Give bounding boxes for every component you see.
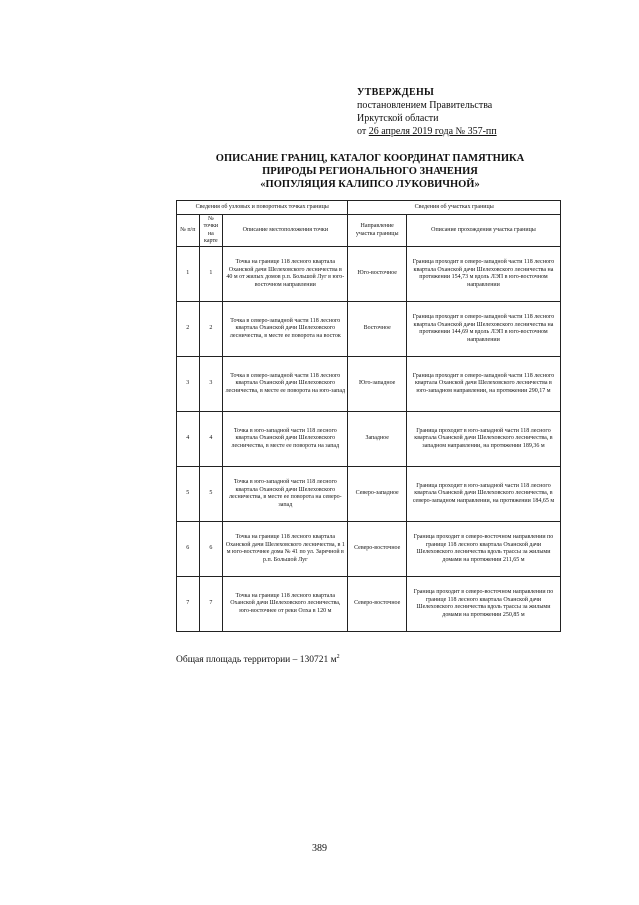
cell-num: 4 (177, 412, 200, 467)
header-map-point: № точки на карте (199, 215, 223, 247)
boundary-table (176, 200, 561, 632)
cell-map-point: 1 (199, 247, 223, 302)
cell-point-description: Точка в юго-западной части 118 лесного квартала Оханской дачи Шелеховского лесничества, в месте ее поворота на запад (223, 412, 348, 467)
cell-part-description: Граница проходит в юго-западной части 118 лесного квартала Оханской дачи Шелеховского лесничества, в западном направлении, на протяжении 189,36 м (406, 412, 560, 467)
cell-part-description: Граница проходит в северо-восточном направлении по границе 118 лесного квартала Оханской дачи Шелеховского лесничества вдоль трассы за жилыми домами на протяжении 250,85 м (406, 577, 560, 632)
area-unit-superscript: 2 (336, 654, 340, 660)
cell-num: 2 (177, 302, 200, 357)
header-direction: Направление участка границы (348, 215, 407, 247)
total-area-text: Общая площадь территории – 130721 м (176, 655, 337, 666)
table-header-row (177, 215, 561, 247)
cell-direction: Юго-западное (348, 357, 407, 412)
cell-part-description: Граница проходит в северо-западной части 118 лесного квартала Оханской дачи Шелеховского лесничества в юго-западном направлении, на протяжении 290,17 м (406, 357, 560, 412)
table-row (177, 412, 561, 467)
approval-line-3: Иркутской области (357, 113, 439, 124)
cell-part-description: Граница проходит в юго-западной части 118 лесного квартала Оханской дачи Шелеховского лесничества, в северо-западном направлении, на протяжении 184,65 м (406, 467, 560, 522)
cell-map-point: 7 (199, 577, 223, 632)
table-row (177, 302, 561, 357)
table-row (177, 247, 561, 302)
table-row (177, 577, 561, 632)
approval-date-line (357, 125, 497, 138)
cell-part-description: Граница проходит в северо-восточном направлении по границе 118 лесного квартала Оханской дачи Шелеховского лесничества вдоль трассы за жилыми домами на протяжении 211,65 м (406, 522, 560, 577)
cell-num: 1 (177, 247, 200, 302)
approval-prefix: от (357, 126, 369, 137)
header-points-group: Сведения об узловых и поворотных точках границы (177, 201, 348, 215)
cell-map-point: 2 (199, 302, 223, 357)
cell-part-description: Граница проходит в северо-западной части 118 лесного квартала Оханской дачи Шелеховского лесничества на протяжении 144,69 м вдоль ЛЭП в юго-восточном направлении (406, 302, 560, 357)
cell-point-description: Точка в северо-западной части 118 лесного квартала Оханской дачи Шелеховского лесничества, в месте ее поворота на восток (223, 302, 348, 357)
title-line-3: «ПОПУЛЯЦИЯ КАЛИПСО ЛУКОВИЧНОЙ» (260, 179, 480, 190)
cell-map-point: 3 (199, 357, 223, 412)
title-line-1: ОПИСАНИЕ ГРАНИЦ, КАТАЛОГ КООРДИНАТ ПАМЯТНИКА (215, 153, 525, 164)
table-row (177, 467, 561, 522)
cell-direction: Юго-восточное (348, 247, 407, 302)
header-point-description: Описание местоположения точки (223, 215, 348, 247)
cell-map-point: 5 (199, 467, 223, 522)
cell-direction: Северо-восточное (348, 522, 407, 577)
document-title (170, 152, 570, 191)
table-group-header-row (177, 201, 561, 215)
table-body (177, 247, 561, 632)
cell-point-description: Точка в северо-западной части 118 лесного квартала Оханской дачи Шелеховского лесничества, в месте ее поворота на юго-запад (223, 357, 348, 412)
title-line-2: ПРИРОДЫ РЕГИОНАЛЬНОГО ЗНАЧЕНИЯ (262, 166, 478, 177)
total-area (176, 654, 340, 665)
cell-point-description: Точка на границе 118 лесного квартала Оханской дачи Шелеховского лесничества, юго-восточнее от реки Олха в 120 м (223, 577, 348, 632)
header-num: № п/п (177, 215, 200, 247)
cell-direction: Северо-западное (348, 467, 407, 522)
cell-map-point: 6 (199, 522, 223, 577)
cell-num: 5 (177, 467, 200, 522)
cell-point-description: Точка на границе 118 лесного квартала Оханской дачи Шелеховского лесничества в 40 м от жилых домов р.п. Большой Луг в юго-восточном направлении (223, 247, 348, 302)
cell-direction: Северо-восточное (348, 577, 407, 632)
header-parts-group: Сведения об участках границы (348, 201, 561, 215)
approval-date-number: 26 апреля 2019 года № 357-пп (368, 126, 497, 137)
header-part-description: Описание прохождения участка границы (406, 215, 560, 247)
cell-point-description: Точка в юго-западной части 118 лесного квартала Оханской дачи Шелеховского лесничества, в месте ее поворота на северо-запад (223, 467, 348, 522)
cell-num: 3 (177, 357, 200, 412)
cell-direction: Западное (348, 412, 407, 467)
cell-part-description: Граница проходит в северо-западной части 118 лесного квартала Оханской дачи Шелеховского лесничества на протяжении 154,73 м вдоль ЛЭП в юго-восточном направлении (406, 247, 560, 302)
cell-direction: Восточное (348, 302, 407, 357)
cell-map-point: 4 (199, 412, 223, 467)
cell-num: 6 (177, 522, 200, 577)
table-row (177, 522, 561, 577)
cell-point-description: Точка на границе 118 лесного квартала Оханской дачи Шелеховского лесничества, в 1 м юго-восточнее дома № 41 по ул. Заречной в р.п. Большой Луг (223, 522, 348, 577)
approval-line-2: постановлением Правительства (357, 100, 493, 111)
table-row (177, 357, 561, 412)
approval-heading: УТВЕРЖДЕНЫ (357, 87, 435, 98)
page-number: 389 (312, 843, 327, 854)
cell-num: 7 (177, 577, 200, 632)
approval-block (357, 86, 497, 138)
